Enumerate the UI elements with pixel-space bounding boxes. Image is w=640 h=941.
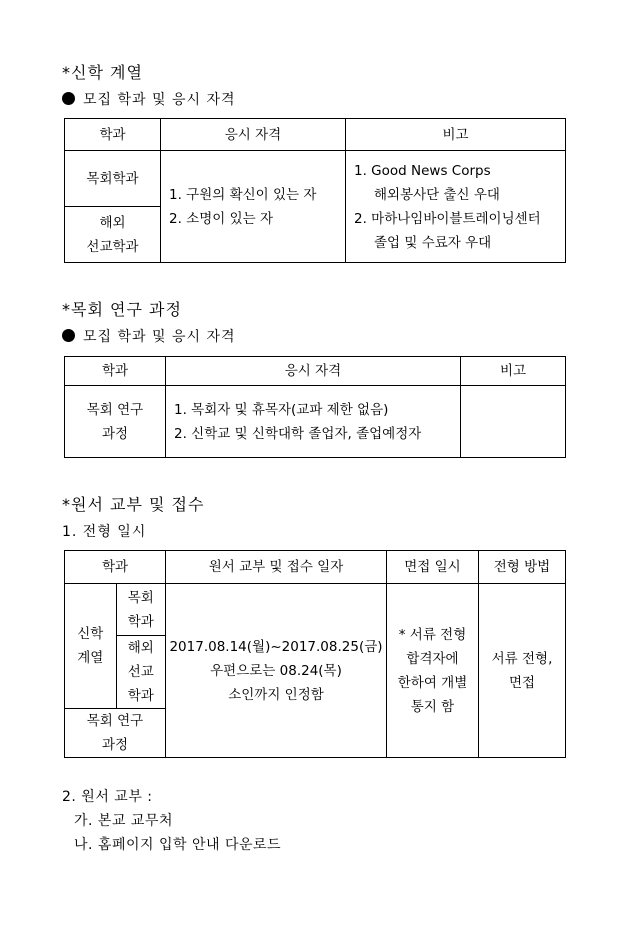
- bullet-icon: [62, 329, 75, 342]
- interview-line1: * 서류 전형: [398, 626, 467, 643]
- method-line1: 서류 전형,: [491, 650, 553, 667]
- method-line2: 면접: [508, 674, 536, 691]
- method-cell: [479, 584, 566, 758]
- item-distribution-a: 가. 본교 교무처: [74, 813, 173, 829]
- qualification-1: 1. 목회자 및 휴목자(교파 제한 없음): [174, 401, 389, 418]
- qualification-cell: [166, 386, 461, 458]
- theology-table: [64, 118, 566, 263]
- col-header-dept: 학과: [65, 357, 166, 386]
- col-header-note: 비고: [346, 119, 566, 151]
- qualification-cell: [161, 151, 346, 263]
- dept-mission-line3: 학과: [127, 688, 154, 704]
- qualification-1: 1. 구원의 확신이 있는 자: [169, 186, 317, 203]
- col-header-dept: 학과: [65, 551, 166, 584]
- col-header-qualification: 응시 자격: [166, 357, 461, 386]
- item-distribution: 2. 원서 교부 :: [62, 789, 153, 805]
- dept-mission: [65, 207, 161, 263]
- dept-research-line2: 과정: [101, 425, 129, 442]
- note-1-line2: 해외봉사단 출신 우대: [374, 186, 500, 203]
- section-title-theology: *신학 계열: [62, 63, 143, 82]
- note-cell: [461, 386, 566, 458]
- dept-research-line1: 목회 연구: [86, 713, 144, 729]
- qualification-2: 2. 신학교 및 신학대학 졸업자, 졸업예정자: [174, 425, 422, 442]
- date-line2: 우편으로는 08.24(목): [210, 662, 342, 679]
- section-title-pastoral-research: *목회 연구 과정: [62, 300, 182, 319]
- group-line2: 계열: [77, 650, 104, 666]
- section-title-application: *원서 교부 및 접수: [62, 495, 205, 514]
- qualification-2: 2. 소명이 있는 자: [169, 210, 273, 227]
- col-header-date: 원서 교부 및 접수 일자: [166, 551, 387, 584]
- dept-mission-line2: 선교: [127, 664, 154, 680]
- dept-research-line2: 과정: [101, 737, 129, 753]
- dept-pastoral-line2: 학과: [127, 613, 154, 630]
- item-schedule: 1. 전형 일시: [62, 524, 147, 540]
- dept-mission-line1: 해외: [99, 214, 126, 231]
- interview-line4: 통지 함: [410, 698, 455, 715]
- dept-pastoral-line1: 목회: [127, 589, 154, 606]
- subsection-recruit-theology: [62, 89, 236, 109]
- dept-pastoral: [116, 584, 166, 636]
- col-header-dept: 학과: [65, 119, 161, 151]
- schedule-table: [64, 550, 566, 758]
- col-header-qualification: 응시 자격: [161, 119, 346, 151]
- date-line3: 소인까지 인정함: [228, 686, 324, 703]
- dept-research: [65, 709, 166, 758]
- dept-mission: [116, 636, 166, 709]
- research-table: [64, 356, 566, 458]
- col-header-note: 비고: [461, 357, 566, 386]
- item-distribution-b: 나. 홈페이지 입학 안내 다운로드: [74, 837, 282, 853]
- subsection-recruit-research: [62, 326, 236, 346]
- dept-mission-line2: 선교학과: [86, 238, 139, 255]
- col-header-method: 전형 방법: [479, 551, 566, 584]
- dept-research: [65, 386, 166, 458]
- interview-cell: [387, 584, 479, 758]
- bullet-icon: [62, 92, 75, 105]
- interview-line2: 합격자에: [406, 650, 459, 667]
- note-2-line2: 졸업 및 수료자 우대: [374, 234, 492, 251]
- dept-pastoral: 목회학과: [65, 151, 161, 207]
- subsection-label: 모집 학과 및 응시 자격: [83, 329, 236, 345]
- group-theology: [65, 584, 117, 709]
- dept-mission-line1: 해외: [127, 640, 154, 656]
- dept-research-line1: 목회 연구: [86, 401, 144, 418]
- col-header-interview: 면접 일시: [387, 551, 479, 584]
- note-2-line1: 2. 마하나임바이블트레이닝센터: [354, 210, 541, 227]
- subsection-label: 모집 학과 및 응시 자격: [83, 92, 236, 108]
- group-line1: 신학: [77, 626, 104, 642]
- interview-line3: 한하여 개별: [397, 674, 468, 691]
- note-1-line1: 1. Good News Corps: [354, 162, 491, 179]
- date-cell: [166, 584, 387, 758]
- date-line1: 2017.08.14(월)~2017.08.25(금): [169, 638, 383, 655]
- note-cell: [346, 151, 566, 263]
